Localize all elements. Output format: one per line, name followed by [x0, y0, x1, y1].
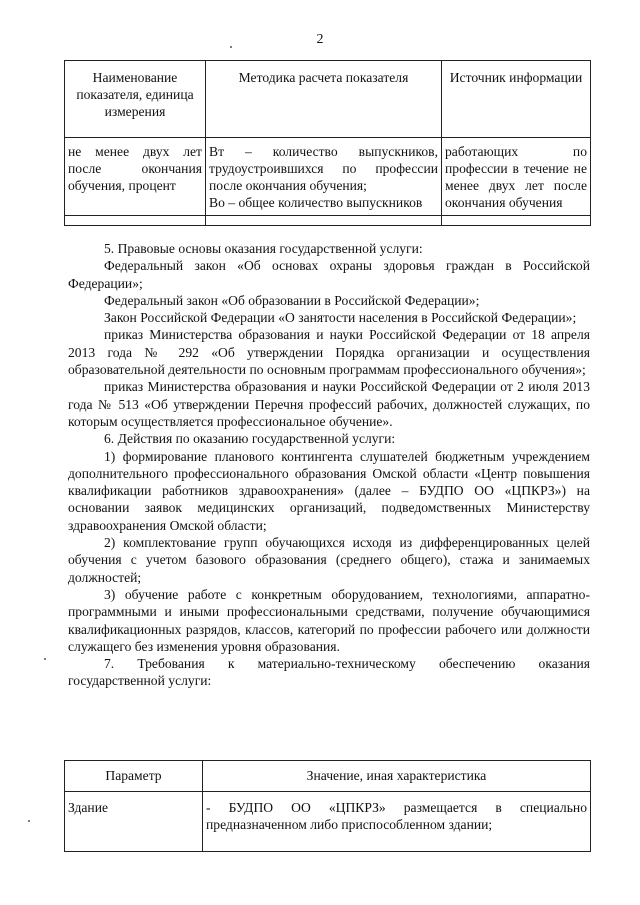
- paragraph-law-employment: Закон Российской Федерации «О занятости населения в Российской Федерации»;: [104, 310, 577, 326]
- paragraph-section-7: 7. Требования к материально-техническому обеспечению оказания государственной услуги:: [68, 656, 590, 689]
- indicator-name-cell: не менее двух лет после окончания обучения, процент: [65, 138, 206, 216]
- requirements-table: [64, 760, 591, 852]
- paragraph-action-2: 2) комплектование групп обучающихся исходя из дифференцированных целей обучения с учетом базового образования (среднего общего), стажа и занимаемых должностей;: [68, 535, 590, 585]
- paragraph-law-education: Федеральный закон «Об образовании в Российской Федерации»;: [104, 292, 480, 308]
- indicator-table: [64, 60, 591, 226]
- requirements-table-row: [65, 792, 591, 852]
- paragraph-action-1: 1) формирование планового контингента слушателей бюджетным учреждением дополнительного профессионального образования Омской области «Центр повышения квалификации работников здравоохранения» (далее – БУДПО ОО «ЦПКРЗ») на основании заявок медицинских организаций, подведомственных Министерству здравоохранения Омской области;: [68, 448, 590, 533]
- scan-speck: [28, 820, 30, 822]
- indicator-name-header: Наименование показателя, единица измерения: [65, 61, 206, 138]
- paragraph-order-292: приказ Министерства образования и науки Российской Федерации от 18 апреля 2013 года № 292 «Об утверждении Порядка организации и осуществления образовательной деятельности по основным программам профессионального обучения»;: [68, 327, 590, 378]
- spacer-cell-1: [65, 216, 206, 226]
- spacer-cell-3: [442, 216, 591, 226]
- spacer-cell-2: [206, 216, 442, 226]
- information-source-cell: работающих по профессии в течение не менее двух лет после окончания обучения: [442, 138, 591, 216]
- indicator-table-spacer-row: [65, 216, 591, 226]
- scan-speck: [230, 46, 232, 48]
- indicator-table-row: [65, 138, 591, 216]
- value-cell: - БУДПО ОО «ЦПКРЗ» размещается в специально предназначенном либо приспособленном здании;: [203, 792, 591, 852]
- paragraph-section-6: 6. Действия по оказанию государственной услуги:: [104, 431, 396, 447]
- value-header: Значение, иная характеристика: [203, 761, 591, 792]
- page-number: 2: [316, 32, 324, 47]
- parameter-cell: Здание: [65, 792, 203, 852]
- calculation-method-line-1: Вт – количество выпускников, трудоустроившихся по профессии после окончания обучения;: [209, 144, 438, 193]
- calculation-method-header: Методика расчета показателя: [206, 61, 442, 138]
- indicator-table-header-row: [65, 61, 591, 138]
- paragraph-action-3: 3) обучение работе с конкретным оборудованием, технологиями, аппаратно-программными и иными профессиональными средствами, получение обучающимися квалификационных разрядов, классов, категорий по профессии рабочего или должности служащего без изменения уровня образования.: [68, 586, 590, 654]
- information-source-header: Источник информации: [442, 61, 591, 138]
- paragraph-order-513: приказ Министерства образования и науки Российской Федерации от 2 июля 2013 года № 513 «Об утверждении Перечня профессий рабочих, должностей служащих, по которым осуществляется профессиональное обучение».: [68, 379, 590, 429]
- paragraph-law-health: Федеральный закон «Об основах охраны здоровья граждан в Российской Федерации»;: [68, 258, 590, 291]
- calculation-method-cell: [206, 138, 442, 216]
- requirements-table-header-row: [65, 761, 591, 792]
- parameter-header: Параметр: [65, 761, 203, 792]
- scan-speck: [44, 658, 46, 660]
- document-body: [68, 240, 590, 690]
- calculation-method-line-2: Во – общее количество выпускников: [209, 195, 423, 210]
- paragraph-section-5: 5. Правовые основы оказания государственной услуги:: [104, 241, 423, 256]
